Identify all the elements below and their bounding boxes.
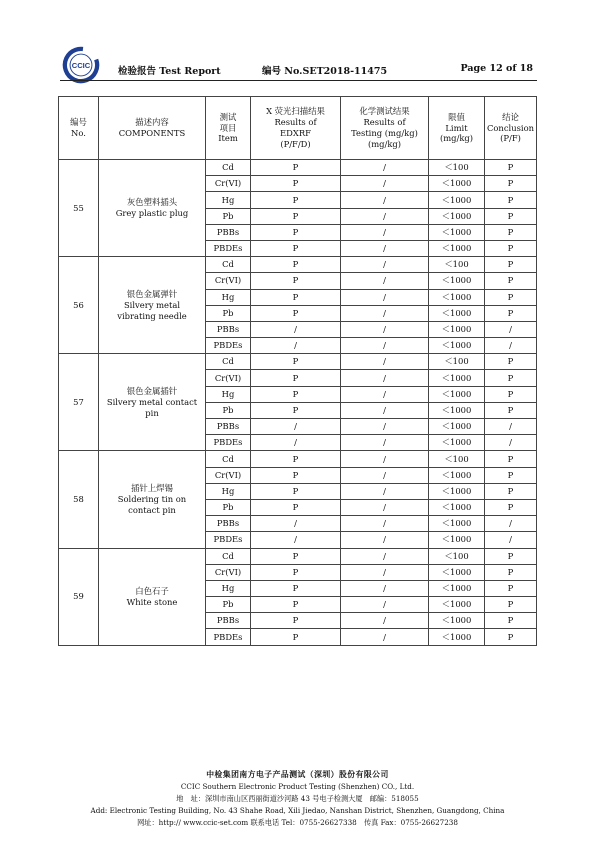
- col-header-line: 化学测试结果: [359, 106, 410, 117]
- table-row: [59, 451, 537, 467]
- chemical-result: /: [341, 321, 429, 337]
- test-item: Cr(VI): [206, 176, 251, 192]
- col-header-limit: [429, 97, 485, 160]
- chemical-result: /: [341, 386, 429, 402]
- edxrf-result: P: [251, 451, 341, 467]
- component-description-line: Grey plastic plug: [115, 208, 189, 219]
- test-item: Hg: [206, 580, 251, 596]
- conclusion: P: [485, 597, 537, 613]
- chemical-result: /: [341, 160, 429, 176]
- component-description-line: White stone: [126, 596, 178, 607]
- component-description-line: Soldering tin on: [117, 493, 187, 504]
- chemical-result: /: [341, 451, 429, 467]
- col-header-line: COMPONENTS: [118, 128, 186, 138]
- limit-value: ＜1000: [429, 516, 485, 532]
- conclusion: P: [485, 613, 537, 629]
- col-header-edxrf: [251, 97, 341, 160]
- edxrf-result: P: [251, 354, 341, 370]
- limit-value: ＜1000: [429, 338, 485, 354]
- edxrf-result: P: [251, 580, 341, 596]
- conclusion: P: [485, 548, 537, 564]
- col-header-line: 编号: [70, 117, 87, 128]
- limit-value: ＜1000: [429, 208, 485, 224]
- chemical-result: /: [341, 467, 429, 483]
- footer-company-en: CCIC Southern Electronic Product Testing (Shenzhen) CO., Ltd.: [180, 782, 415, 791]
- footer-contact: 网址：http:// www.ccic-set.com 联系电话 Tel：0755-26627338 传真 Fax：0755-26627238: [137, 818, 458, 827]
- edxrf-result: P: [251, 386, 341, 402]
- test-item: PBDEs: [206, 532, 251, 548]
- component-description-line: Silvery metal: [123, 299, 181, 310]
- test-item: PBBs: [206, 613, 251, 629]
- component-description-line: 银色金属插针: [126, 385, 178, 396]
- chemical-result: /: [341, 257, 429, 273]
- conclusion: P: [485, 257, 537, 273]
- col-header-line: 限值: [448, 111, 465, 122]
- conclusion: P: [485, 499, 537, 515]
- col-header-line: Results of: [274, 117, 317, 128]
- col-header-line: (mg/kg): [367, 138, 402, 149]
- component-description-line: pin: [145, 407, 159, 418]
- test-item: Pb: [206, 499, 251, 515]
- edxrf-result: P: [251, 224, 341, 240]
- edxrf-result: P: [251, 613, 341, 629]
- conclusion: /: [485, 435, 537, 451]
- test-item: PBDEs: [206, 338, 251, 354]
- conclusion: P: [485, 451, 537, 467]
- footer-address-cn: 地 址：深圳市南山区西丽街道沙河路 43 号电子检测大厦 邮编：518055: [176, 794, 419, 803]
- test-item: Hg: [206, 289, 251, 305]
- chemical-result: /: [341, 580, 429, 596]
- component-description: [99, 548, 206, 645]
- conclusion: /: [485, 516, 537, 532]
- limit-value: ＜1000: [429, 176, 485, 192]
- edxrf-result: P: [251, 499, 341, 515]
- component-description-line: 白色石子: [135, 585, 169, 596]
- test-item: PBDEs: [206, 629, 251, 645]
- chemical-result: /: [341, 483, 429, 499]
- col-header-line: 项目: [219, 122, 237, 133]
- conclusion: P: [485, 289, 537, 305]
- edxrf-result: P: [251, 176, 341, 192]
- edxrf-result: P: [251, 273, 341, 289]
- conclusion: /: [485, 419, 537, 435]
- col-header-item: [206, 97, 251, 160]
- col-header-line: Limit: [445, 122, 468, 133]
- footer-address-en: Add: Electronic Testing Building, No. 43 Shahe Road, Xili Jiedao, Nanshan District, Shenzhen, Guangdong, China: [90, 806, 505, 815]
- test-item: Cd: [206, 548, 251, 564]
- edxrf-result: P: [251, 467, 341, 483]
- limit-value: ＜100: [429, 257, 485, 273]
- edxrf-result: P: [251, 564, 341, 580]
- edxrf-result: /: [251, 516, 341, 532]
- col-header-line: (P/F/D): [280, 138, 311, 149]
- limit-value: ＜1000: [429, 402, 485, 418]
- chemical-result: /: [341, 224, 429, 240]
- limit-value: ＜1000: [429, 435, 485, 451]
- test-item: Cr(VI): [206, 564, 251, 580]
- limit-value: ＜1000: [429, 483, 485, 499]
- conclusion: P: [485, 370, 537, 386]
- component-description-line: contact pin: [128, 504, 176, 515]
- chemical-result: /: [341, 548, 429, 564]
- conclusion: P: [485, 176, 537, 192]
- limit-value: ＜1000: [429, 532, 485, 548]
- limit-value: ＜1000: [429, 499, 485, 515]
- limit-value: ＜1000: [429, 597, 485, 613]
- test-item: Pb: [206, 208, 251, 224]
- test-item: PBBs: [206, 321, 251, 337]
- test-item: PBDEs: [206, 240, 251, 256]
- limit-value: ＜1000: [429, 370, 485, 386]
- conclusion: P: [485, 483, 537, 499]
- conclusion: P: [485, 467, 537, 483]
- limit-value: ＜1000: [429, 613, 485, 629]
- limit-value: ＜1000: [429, 224, 485, 240]
- table-header-row: [59, 97, 537, 160]
- table-row: [59, 354, 537, 370]
- edxrf-result: /: [251, 321, 341, 337]
- edxrf-result: /: [251, 532, 341, 548]
- limit-value: ＜1000: [429, 273, 485, 289]
- conclusion: P: [485, 240, 537, 256]
- component-description-line: vibrating needle: [117, 310, 187, 321]
- footer-company-cn: 中检集团南方电子产品测试（深圳）股份有限公司: [206, 770, 389, 779]
- conclusion: P: [485, 564, 537, 580]
- col-header-line: 描述内容: [135, 117, 169, 128]
- col-header-line: No.: [71, 128, 86, 138]
- edxrf-result: P: [251, 192, 341, 208]
- ccic-logo: [62, 46, 100, 84]
- edxrf-result: P: [251, 370, 341, 386]
- edxrf-result: P: [251, 305, 341, 321]
- test-item: PBDEs: [206, 435, 251, 451]
- chemical-result: /: [341, 370, 429, 386]
- table-row: [59, 548, 537, 564]
- conclusion: P: [485, 402, 537, 418]
- sample-number: 59: [59, 548, 99, 645]
- test-item: PBBs: [206, 516, 251, 532]
- edxrf-result: P: [251, 289, 341, 305]
- limit-value: ＜1000: [429, 192, 485, 208]
- edxrf-result: P: [251, 208, 341, 224]
- chemical-result: /: [341, 499, 429, 515]
- col-header-line: 结论: [502, 111, 519, 122]
- col-header-components: [99, 97, 206, 160]
- limit-value: ＜1000: [429, 289, 485, 305]
- col-header-line: (P/F): [500, 133, 521, 144]
- test-item: Cd: [206, 354, 251, 370]
- chemical-result: /: [341, 419, 429, 435]
- col-header-chemical: [341, 97, 429, 160]
- col-header-line: Conclusion: [486, 122, 535, 133]
- chemical-result: /: [341, 354, 429, 370]
- conclusion: /: [485, 338, 537, 354]
- sample-number: 55: [59, 160, 99, 257]
- sample-number: 57: [59, 354, 99, 451]
- limit-value: ＜1000: [429, 629, 485, 645]
- header-rule: [60, 80, 537, 81]
- test-item: Cr(VI): [206, 370, 251, 386]
- conclusion: P: [485, 354, 537, 370]
- limit-value: ＜100: [429, 451, 485, 467]
- edxrf-result: /: [251, 435, 341, 451]
- chemical-result: /: [341, 338, 429, 354]
- chemical-result: /: [341, 402, 429, 418]
- logo-text: CCIC: [71, 60, 91, 70]
- edxrf-result: /: [251, 338, 341, 354]
- test-item: Hg: [206, 386, 251, 402]
- conclusion: P: [485, 305, 537, 321]
- conclusion: P: [485, 273, 537, 289]
- page-number: Page 12 of 18: [460, 63, 533, 74]
- edxrf-result: P: [251, 240, 341, 256]
- chemical-result: /: [341, 435, 429, 451]
- limit-value: ＜100: [429, 354, 485, 370]
- edxrf-result: P: [251, 483, 341, 499]
- conclusion: P: [485, 580, 537, 596]
- limit-value: ＜1000: [429, 580, 485, 596]
- chemical-result: /: [341, 564, 429, 580]
- limit-value: ＜1000: [429, 240, 485, 256]
- conclusion: P: [485, 386, 537, 402]
- report-title: 检验报告 Test Report: [118, 66, 221, 77]
- chemical-result: /: [341, 176, 429, 192]
- edxrf-result: P: [251, 257, 341, 273]
- edxrf-result: P: [251, 629, 341, 645]
- test-item: PBBs: [206, 224, 251, 240]
- col-header-line: EDXRF: [280, 128, 311, 138]
- test-item: Hg: [206, 192, 251, 208]
- col-header-no: [59, 97, 99, 160]
- test-item: Cd: [206, 451, 251, 467]
- edxrf-result: P: [251, 402, 341, 418]
- table-row: [59, 160, 537, 176]
- component-description-line: 插针上焊锡: [131, 483, 173, 494]
- conclusion: /: [485, 532, 537, 548]
- chemical-result: /: [341, 613, 429, 629]
- edxrf-result: P: [251, 160, 341, 176]
- col-header-line: X 荧光扫描结果: [266, 106, 325, 117]
- conclusion: P: [485, 629, 537, 645]
- component-description-line: 灰色塑料插头: [126, 197, 178, 208]
- chemical-result: /: [341, 629, 429, 645]
- limit-value: ＜100: [429, 548, 485, 564]
- test-item: Cd: [206, 160, 251, 176]
- test-item: Pb: [206, 402, 251, 418]
- component-description: [99, 160, 206, 257]
- chemical-result: /: [341, 289, 429, 305]
- col-header-line: Testing (mg/kg): [351, 128, 418, 138]
- col-header-line: (mg/kg): [439, 133, 474, 144]
- edxrf-result: P: [251, 548, 341, 564]
- chemical-result: /: [341, 597, 429, 613]
- chemical-result: /: [341, 273, 429, 289]
- col-header-line: Item: [218, 133, 238, 144]
- limit-value: ＜1000: [429, 321, 485, 337]
- chemical-result: /: [341, 516, 429, 532]
- col-header-line: Results of: [363, 117, 406, 128]
- results-table: [58, 96, 537, 646]
- table-row: [59, 257, 537, 273]
- test-item: Cr(VI): [206, 273, 251, 289]
- chemical-result: /: [341, 208, 429, 224]
- limit-value: ＜1000: [429, 564, 485, 580]
- sample-number: 58: [59, 451, 99, 548]
- conclusion: P: [485, 224, 537, 240]
- component-description: [99, 257, 206, 354]
- chemical-result: /: [341, 532, 429, 548]
- component-description: [99, 354, 206, 451]
- conclusion: P: [485, 208, 537, 224]
- limit-value: ＜1000: [429, 467, 485, 483]
- chemical-result: /: [341, 192, 429, 208]
- report-number: 编号 No.SET2018-11475: [262, 66, 388, 77]
- limit-value: ＜1000: [429, 305, 485, 321]
- component-description-line: 银色金属弹针: [126, 288, 178, 299]
- chemical-result: /: [341, 305, 429, 321]
- edxrf-result: /: [251, 419, 341, 435]
- limit-value: ＜1000: [429, 386, 485, 402]
- component-description-line: Silvery metal contact: [106, 396, 198, 407]
- test-item: Pb: [206, 597, 251, 613]
- col-header-line: 测试: [219, 111, 237, 122]
- chemical-result: /: [341, 240, 429, 256]
- test-item: Pb: [206, 305, 251, 321]
- edxrf-result: P: [251, 597, 341, 613]
- test-item: Cd: [206, 257, 251, 273]
- limit-value: ＜100: [429, 160, 485, 176]
- component-description: [99, 451, 206, 548]
- test-item: PBBs: [206, 419, 251, 435]
- col-header-conclusion: [485, 97, 537, 160]
- sample-number: 56: [59, 257, 99, 354]
- conclusion: P: [485, 160, 537, 176]
- test-item: Cr(VI): [206, 467, 251, 483]
- limit-value: ＜1000: [429, 419, 485, 435]
- conclusion: P: [485, 192, 537, 208]
- test-item: Hg: [206, 483, 251, 499]
- conclusion: /: [485, 321, 537, 337]
